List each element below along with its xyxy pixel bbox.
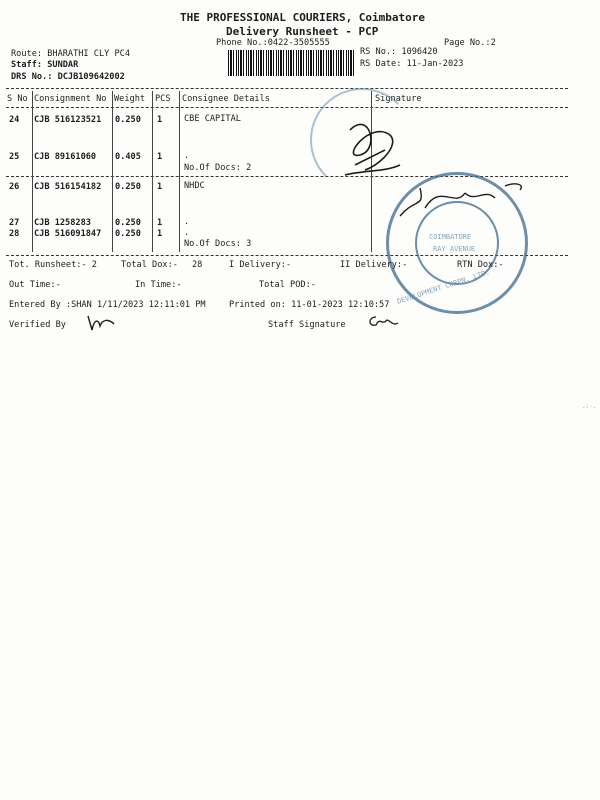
row-24-pcs: 1 [157, 115, 163, 125]
printed-on: Printed on: 11-01-2023 12:10:57 [229, 300, 390, 310]
row-25-weight: 0.405 [115, 152, 141, 162]
row-24-sno: 24 [9, 115, 20, 125]
col-header-weight: Weight [114, 94, 146, 104]
first-delivery: I Delivery:- [229, 260, 292, 270]
col-header-consignment: Consignment No [34, 94, 107, 104]
row-28-weight: 0.250 [115, 229, 141, 239]
staff-signature-label: Staff Signature [268, 320, 346, 330]
row-27-consignment: CJB 1258283 [34, 218, 91, 228]
docs-count-note: No.Of Docs: 3 [184, 239, 252, 249]
seal-text: COIMBATORE [429, 233, 472, 241]
row-27-weight: 0.250 [115, 218, 141, 228]
drs-number: DRS No.: DCJB109642002 [11, 72, 125, 82]
seal-text: RAY AVENUE [433, 245, 476, 253]
staff: Staff: SUNDAR [11, 60, 79, 70]
row-28-pcs: 1 [157, 229, 163, 239]
row-24-weight: 0.250 [115, 115, 141, 125]
verifier-signature [86, 312, 118, 334]
seal-text: DEVELOPMENT CORPN. LTD. [396, 268, 491, 306]
route: Route: BHARATHI CLY PC4 [11, 49, 130, 59]
scan-mark: .:·. [582, 403, 597, 410]
row-27-consignee: . [184, 217, 190, 227]
row-26-weight: 0.250 [115, 182, 141, 192]
col-header-signature: Signature [375, 94, 422, 104]
row-28-consignment: CJB 516091847 [34, 229, 102, 239]
col-divider [179, 91, 180, 252]
docs-count-note: No.Of Docs: 2 [184, 163, 252, 173]
row-25-consignment: CJB 89161060 [34, 152, 97, 162]
row-28-sno: 28 [9, 229, 20, 239]
row-27-pcs: 1 [157, 218, 163, 228]
row-27-sno: 27 [9, 218, 20, 228]
total-dox-value: 28 [192, 260, 203, 270]
entered-by: Entered By :SHAN 1/11/2023 12:11:01 PM [9, 300, 206, 310]
row-24-consignee: CBE CAPITAL [184, 114, 241, 124]
row-25-pcs: 1 [157, 152, 163, 162]
in-time: In Time:- [135, 280, 182, 290]
second-delivery: II Delivery:- [340, 260, 408, 270]
col-header-pcs: PCS [155, 94, 171, 104]
col-header-sno: S No [7, 94, 28, 104]
row-25-sno: 25 [9, 152, 20, 162]
col-divider [152, 91, 153, 252]
company-name: THE PROFESSIONAL COURIERS, Coimbatore [180, 11, 426, 24]
header-rule [6, 107, 568, 108]
row-26-pcs: 1 [157, 182, 163, 192]
phone-number: Phone No.:0422-3505555 [216, 38, 330, 48]
row-26-consignment: CJB 516154182 [34, 182, 102, 192]
col-divider [32, 91, 33, 252]
total-pod: Total POD:- [259, 280, 316, 290]
staff-signature [366, 313, 400, 331]
page-number: Page No.:2 [444, 38, 496, 48]
col-header-consignee: Consignee Details [182, 94, 270, 104]
total-dox-label: Total Dox:- [121, 260, 178, 270]
table-top-rule [6, 88, 568, 89]
rs-number: RS No.: 1096420 [360, 47, 438, 57]
row-26-sno: 26 [9, 182, 20, 192]
total-runsheet: Tot. Runsheet:- 2 [9, 260, 97, 270]
row-26-consignee: NHDC [184, 181, 205, 191]
verified-by: Verified By [9, 320, 66, 330]
row-25-consignee: . [184, 151, 190, 161]
consignee-signature-26 [395, 178, 535, 223]
barcode [228, 50, 354, 76]
row-28-consignee: . [184, 228, 190, 238]
col-divider [112, 91, 113, 252]
consignee-signature-24 [330, 110, 420, 185]
out-time: Out Time:- [9, 280, 61, 290]
row-24-consignment: CJB 516123521 [34, 115, 102, 125]
rs-date: RS Date: 11-Jan-2023 [360, 59, 464, 69]
rtn-dox: RTN Dox:- [457, 260, 504, 270]
document-title: Delivery Runsheet - PCP [226, 25, 379, 38]
